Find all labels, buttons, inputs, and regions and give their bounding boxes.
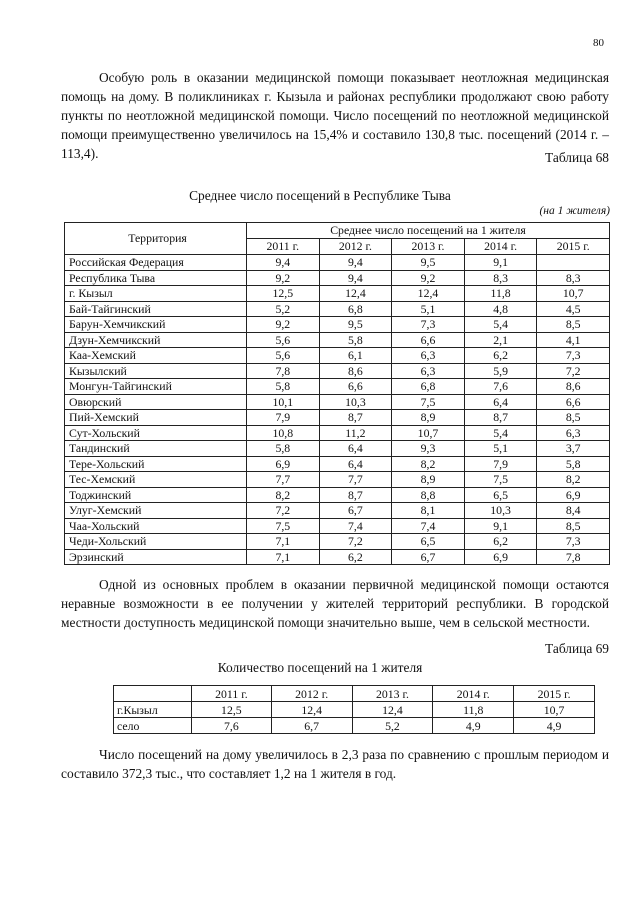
table-row	[114, 702, 595, 718]
value-cell: 7,7	[247, 472, 320, 488]
table-row	[65, 425, 610, 441]
value-cell: 6,8	[319, 301, 392, 317]
table-row	[65, 363, 610, 379]
territory-cell: Кызылский	[65, 363, 247, 379]
year-header: 2012 г.	[271, 686, 352, 702]
value-cell: 9,1	[464, 518, 537, 534]
table-row	[65, 503, 610, 519]
value-cell: 5,8	[247, 441, 320, 457]
value-cell: 9,5	[392, 255, 465, 271]
table-row	[65, 348, 610, 364]
value-cell: 12,5	[192, 702, 272, 718]
value-cell: 6,2	[464, 534, 537, 550]
table-69-label: Таблица 69	[545, 641, 609, 656]
territory-cell: Тере-Хольский	[65, 456, 247, 472]
value-cell: 9,2	[247, 270, 320, 286]
value-cell: 9,3	[392, 441, 465, 457]
value-cell	[537, 255, 610, 271]
value-cell: 6,5	[392, 534, 465, 550]
value-cell: 11,8	[464, 286, 537, 302]
value-cell: 8,7	[319, 487, 392, 503]
value-cell: 7,3	[537, 348, 610, 364]
value-cell: 6,8	[392, 379, 465, 395]
value-cell: 12,4	[352, 702, 433, 718]
table-row	[65, 270, 610, 286]
value-cell: 7,2	[319, 534, 392, 550]
value-cell: 6,7	[271, 718, 352, 734]
value-cell: 8,6	[537, 379, 610, 395]
year-header: 2011 г.	[192, 686, 272, 702]
value-cell: 9,2	[247, 317, 320, 333]
table-row	[65, 456, 610, 472]
value-cell: 6,4	[319, 441, 392, 457]
value-cell: 9,5	[319, 317, 392, 333]
value-cell: 5,6	[247, 332, 320, 348]
value-cell: 7,8	[247, 363, 320, 379]
value-cell: 6,5	[464, 487, 537, 503]
territory-cell: Российская Федерация	[65, 255, 247, 271]
value-cell: 12,4	[392, 286, 465, 302]
value-cell: 5,9	[464, 363, 537, 379]
value-cell: 10,3	[319, 394, 392, 410]
territory-cell: Каа-Хемский	[65, 348, 247, 364]
table-row	[114, 718, 595, 734]
value-cell: 6,2	[464, 348, 537, 364]
value-cell: 4,9	[433, 718, 514, 734]
header-territory: Территория	[65, 223, 247, 255]
table-row	[65, 518, 610, 534]
value-cell: 7,2	[537, 363, 610, 379]
table-68-label: Таблица 68	[545, 150, 609, 165]
table-row	[65, 286, 610, 302]
territory-cell: Овюрский	[65, 394, 247, 410]
value-cell: 7,3	[537, 534, 610, 550]
value-cell: 5,1	[464, 441, 537, 457]
value-cell: 7,4	[319, 518, 392, 534]
value-cell: 9,4	[319, 255, 392, 271]
value-cell: 2,1	[464, 332, 537, 348]
value-cell: 6,7	[319, 503, 392, 519]
value-cell: 8,5	[537, 317, 610, 333]
territory-cell: Тоджинский	[65, 487, 247, 503]
year-header: 2013 г.	[352, 686, 433, 702]
table-row	[65, 534, 610, 550]
value-cell: 8,2	[392, 456, 465, 472]
value-cell: 12,5	[247, 286, 320, 302]
value-cell: 9,1	[464, 255, 537, 271]
value-cell: 9,2	[392, 270, 465, 286]
value-cell: 7,7	[319, 472, 392, 488]
value-cell: 5,2	[352, 718, 433, 734]
value-cell: 8,1	[392, 503, 465, 519]
value-cell: 3,7	[537, 441, 610, 457]
value-cell: 6,4	[464, 394, 537, 410]
paragraph-problems: Одной из основных проблем в оказании первичной медицинской помощи остаются неравные возможности в ее получении у жителей территорий республики. В городской местности доступность медицинской помощи значительно выше, чем в сельской местности.	[61, 577, 609, 630]
territory-cell: Барун-Хемчикский	[65, 317, 247, 333]
year-header: 2015 г.	[537, 239, 610, 255]
table-68	[64, 222, 610, 565]
value-cell: 4,9	[514, 718, 595, 734]
value-cell: 9,4	[247, 255, 320, 271]
value-cell: 5,4	[464, 425, 537, 441]
territory-cell: Пий-Хемский	[65, 410, 247, 426]
value-cell: 8,7	[319, 410, 392, 426]
year-header: 2014 г.	[464, 239, 537, 255]
value-cell: 12,4	[271, 702, 352, 718]
value-cell: 8,7	[464, 410, 537, 426]
territory-cell: Улуг-Хемский	[65, 503, 247, 519]
value-cell: 5,6	[247, 348, 320, 364]
paragraph-intro: Особую роль в оказании медицинской помощи показывает неотложная медицинская помощь на дому. В поликлиниках г. Кызыла и районах республики продолжают свою работу пункты по неотложной медицинской помощи. Число посещений по неотложной медицинской помощи преимущественно увеличилось на 15,4% и составило 130,8 тыс. посещений (2014 г. – 113,4).	[61, 70, 609, 161]
value-cell: 8,5	[537, 518, 610, 534]
value-cell: 6,1	[319, 348, 392, 364]
value-cell: 6,9	[464, 549, 537, 565]
value-cell: 8,3	[464, 270, 537, 286]
value-cell: 5,8	[319, 332, 392, 348]
year-header: 2013 г.	[392, 239, 465, 255]
table-68-title: Среднее число посещений в Республике Тыва	[189, 188, 451, 203]
value-cell: 7,5	[247, 518, 320, 534]
table-row	[65, 549, 610, 565]
territory-cell: Монгун-Тайгинский	[65, 379, 247, 395]
value-cell: 8,9	[392, 410, 465, 426]
value-cell: 7,1	[247, 534, 320, 550]
value-cell: 6,2	[319, 549, 392, 565]
value-cell: 7,9	[464, 456, 537, 472]
territory-cell: Чаа-Хольский	[65, 518, 247, 534]
year-header: 2014 г.	[433, 686, 514, 702]
value-cell: 8,9	[392, 472, 465, 488]
value-cell: 5,8	[537, 456, 610, 472]
territory-cell: Тандинский	[65, 441, 247, 457]
table-68-units: (на 1 жителя)	[539, 205, 610, 217]
value-cell: 10,7	[392, 425, 465, 441]
value-cell: 6,3	[392, 363, 465, 379]
value-cell: 6,7	[392, 549, 465, 565]
table-row	[65, 441, 610, 457]
value-cell: 10,1	[247, 394, 320, 410]
table-69-title: Количество посещений на 1 жителя	[217, 660, 423, 675]
territory-cell: Бай-Тайгинский	[65, 301, 247, 317]
value-cell: 6,9	[247, 456, 320, 472]
value-cell: 6,6	[392, 332, 465, 348]
page-number: 80	[593, 37, 604, 49]
value-cell: 9,4	[319, 270, 392, 286]
value-cell: 7,4	[392, 518, 465, 534]
year-header: 2015 г.	[514, 686, 595, 702]
value-cell: 8,3	[537, 270, 610, 286]
table-row	[65, 410, 610, 426]
value-cell: 7,5	[392, 394, 465, 410]
paragraph-home-visits: Число посещений на дому увеличилось в 2,3 раза по сравнению с прошлым периодом и составило 372,3 тыс., что составляет 1,2 на 1 жителя в год.	[61, 747, 609, 781]
year-header: 2011 г.	[247, 239, 320, 255]
value-cell: 8,6	[319, 363, 392, 379]
value-cell: 7,5	[464, 472, 537, 488]
value-cell: 8,4	[537, 503, 610, 519]
value-cell: 4,8	[464, 301, 537, 317]
value-cell: 8,5	[537, 410, 610, 426]
header-group: Среднее число посещений на 1 жителя	[247, 223, 610, 239]
empty-header-cell	[114, 686, 192, 702]
value-cell: 8,8	[392, 487, 465, 503]
table-row	[65, 472, 610, 488]
value-cell: 8,2	[247, 487, 320, 503]
value-cell: 10,3	[464, 503, 537, 519]
territory-cell: село	[114, 718, 192, 734]
value-cell: 6,3	[537, 425, 610, 441]
value-cell: 4,1	[537, 332, 610, 348]
territory-cell: г.Кызыл	[114, 702, 192, 718]
table-row	[65, 255, 610, 271]
value-cell: 6,6	[537, 394, 610, 410]
territory-cell: Эрзинский	[65, 549, 247, 565]
value-cell: 5,8	[247, 379, 320, 395]
value-cell: 6,3	[392, 348, 465, 364]
value-cell: 5,4	[464, 317, 537, 333]
table-row	[65, 379, 610, 395]
value-cell: 7,3	[392, 317, 465, 333]
territory-cell: Дзун-Хемчикский	[65, 332, 247, 348]
value-cell: 6,9	[537, 487, 610, 503]
value-cell: 8,2	[537, 472, 610, 488]
value-cell: 7,1	[247, 549, 320, 565]
value-cell: 6,4	[319, 456, 392, 472]
territory-cell: Республика Тыва	[65, 270, 247, 286]
value-cell: 7,8	[537, 549, 610, 565]
value-cell: 10,7	[514, 702, 595, 718]
value-cell: 10,8	[247, 425, 320, 441]
territory-cell: Чеди-Хольский	[65, 534, 247, 550]
value-cell: 7,6	[192, 718, 272, 734]
value-cell: 4,5	[537, 301, 610, 317]
table-row	[65, 317, 610, 333]
table-69	[113, 685, 595, 734]
value-cell: 7,9	[247, 410, 320, 426]
value-cell: 5,1	[392, 301, 465, 317]
territory-cell: Сут-Хольский	[65, 425, 247, 441]
value-cell: 7,6	[464, 379, 537, 395]
value-cell: 10,7	[537, 286, 610, 302]
territory-cell: Тес-Хемский	[65, 472, 247, 488]
table-row	[65, 487, 610, 503]
value-cell: 7,2	[247, 503, 320, 519]
value-cell: 11,8	[433, 702, 514, 718]
value-cell: 12,4	[319, 286, 392, 302]
value-cell: 11,2	[319, 425, 392, 441]
territory-cell: г. Кызыл	[65, 286, 247, 302]
table-row	[65, 394, 610, 410]
value-cell: 6,6	[319, 379, 392, 395]
table-row	[65, 332, 610, 348]
year-header: 2012 г.	[319, 239, 392, 255]
table-row	[65, 301, 610, 317]
value-cell: 5,2	[247, 301, 320, 317]
